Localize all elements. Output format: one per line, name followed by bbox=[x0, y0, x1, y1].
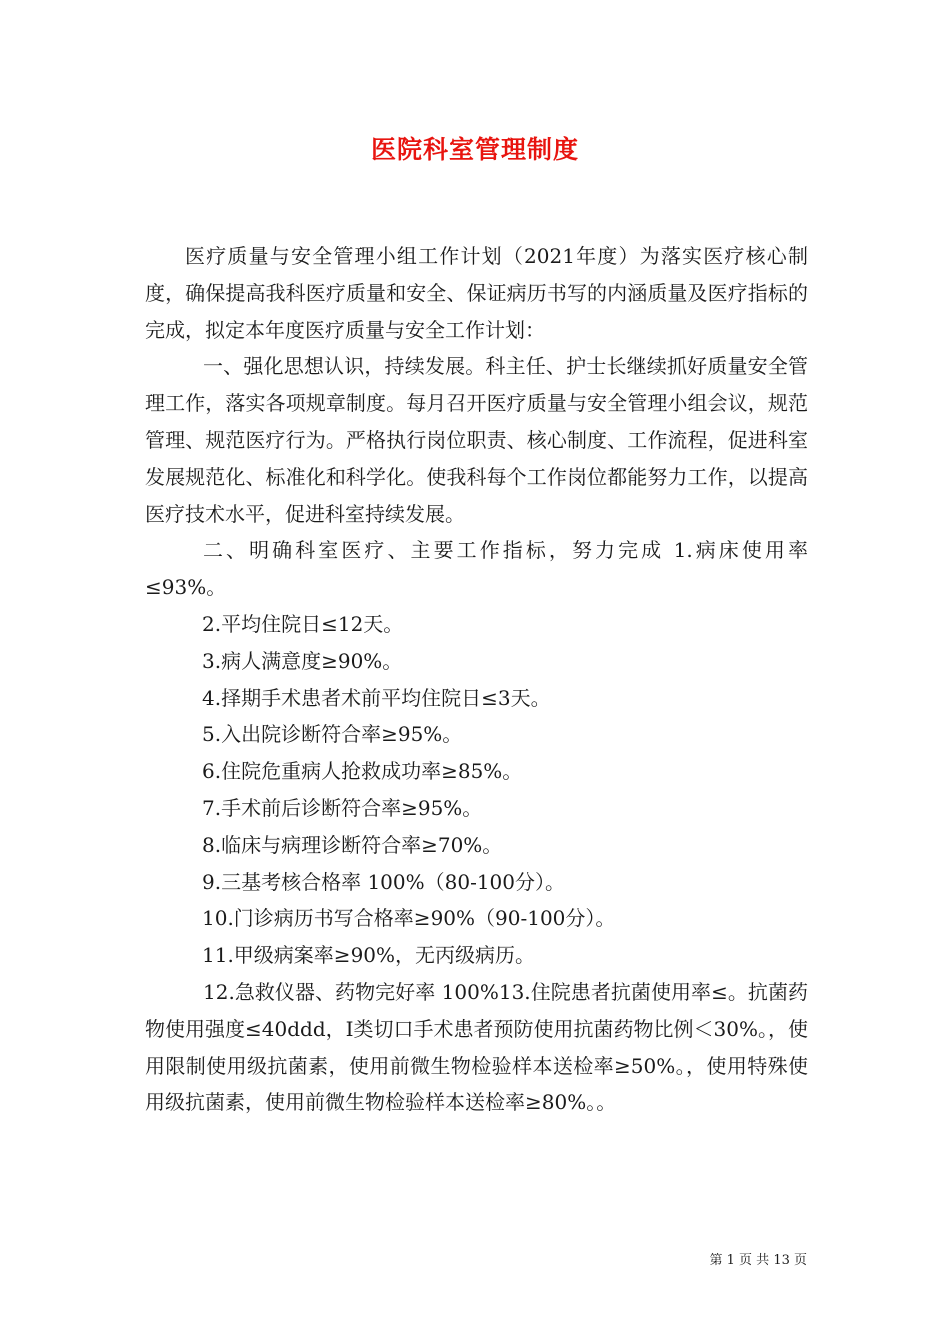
list-item: 4.择期手术患者术前平均住院日≤3天。 bbox=[202, 685, 551, 710]
paragraph-section-1: 一、强化思想认识，持续发展。科主任、护士长继续抓好质量安全管理工作，落实各项规章制度。每月召开医疗质量与安全管理小组会议，规范管理、规范医疗行为。严格执行岗位职责、核心制度、工作流程，促进科室发展规范化、标准化和科学化。使我科每个工作岗位都能努力工作，以提高医疗技术水平，促进科室持续发展。 bbox=[145, 354, 808, 526]
list-item: 7.手术前后诊断符合率≥95%。 bbox=[202, 795, 483, 820]
paragraph-intro: 医疗质量与安全管理小组工作计划（2021年度）为落实医疗核心制度，确保提高我科医疗质量和安全、保证病历书写的内涵质量及医疗指标的完成，拟定本年度医疗质量与安全工作计划： bbox=[145, 244, 808, 342]
list-item: 3.病人满意度≥90%。 bbox=[202, 648, 403, 673]
document-body bbox=[145, 238, 808, 1121]
paragraph-section-last: 12.急救仪器、药物完好率 100%13.住院患者抗菌使用率≤。抗菌药物使用强度≤40ddd，Ⅰ类切口手术患者预防使用抗菌药物比例＜30%。，使用限制使用级抗菌素，使用前微生物检验样本送检率≥50%。，使用特殊使用级抗菌素，使用前微生物检验样本送检率≥80%。。 bbox=[145, 979, 808, 1115]
paragraph-section-2: 二、明确科室医疗、主要工作指标，努力完成 1.病床使用率≤93%。 bbox=[145, 538, 808, 600]
list-item: 2.平均住院日≤12天。 bbox=[202, 611, 404, 636]
list-item: 9.三基考核合格率 100%（80-100分）。 bbox=[202, 869, 565, 894]
page-number-footer: 第 1 页 共 13 页 bbox=[709, 1253, 807, 1268]
list-item: 8.临床与病理诊断符合率≥70%。 bbox=[202, 832, 503, 857]
list-item: 10.门诊病历书写合格率≥90%（90-100分）。 bbox=[202, 906, 616, 931]
list-item: 11.甲级病案率≥90%，无丙级病历。 bbox=[202, 943, 536, 968]
document-title: 医院科室管理制度 bbox=[370, 135, 579, 164]
list-item: 6.住院危重病人抢救成功率≥85%。 bbox=[202, 759, 523, 784]
list-item: 5.入出院诊断符合率≥95%。 bbox=[202, 722, 463, 747]
